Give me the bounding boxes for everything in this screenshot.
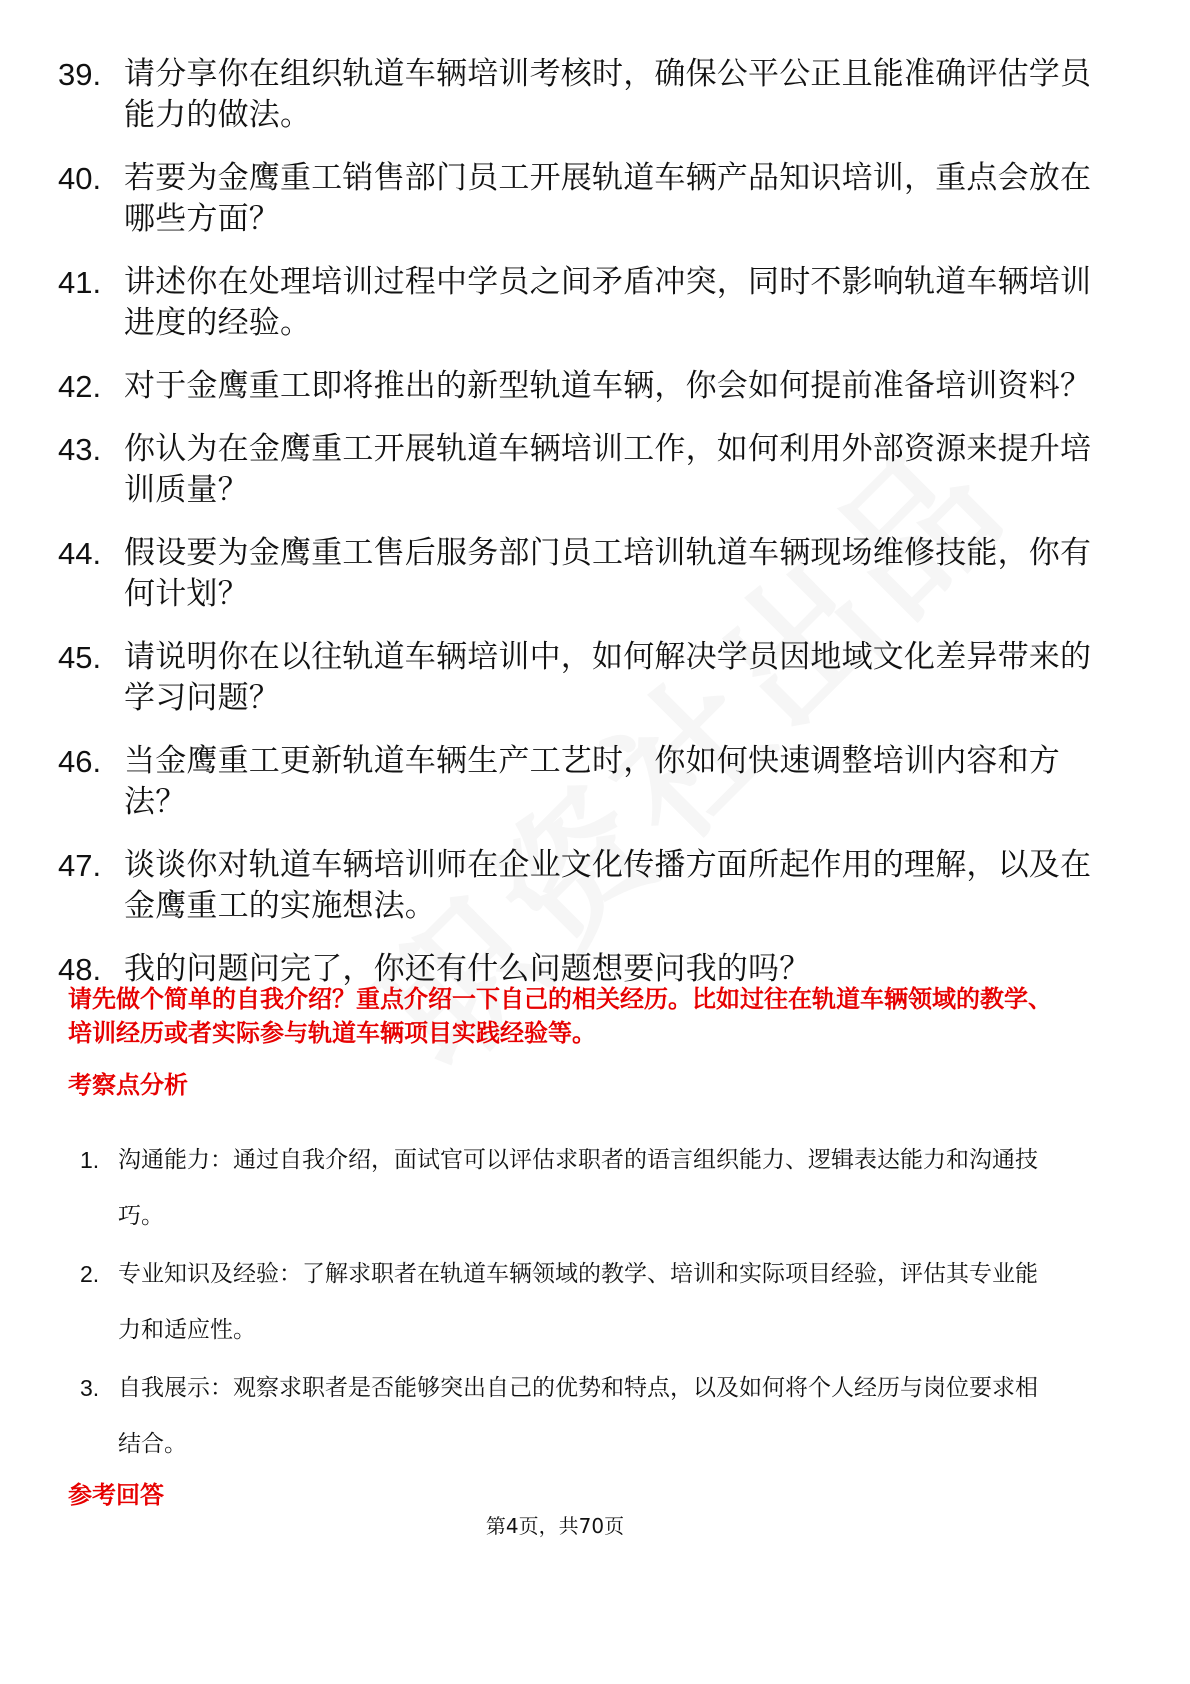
question-item	[58, 533, 1118, 615]
question-item	[58, 741, 1118, 823]
question-text: 我的问题问完了，你还有什么问题想要问我的吗？	[124, 951, 811, 987]
analysis-item	[80, 1246, 1060, 1358]
question-number: 43.	[58, 432, 102, 467]
analysis-text: 自我展示：观察求职者是否能够突出自己的优势和特点，以及如何将个人经历与岗位要求相结合。	[118, 1375, 1038, 1457]
question-number: 41.	[58, 265, 102, 300]
question-text: 请分享你在组织轨道车辆培训考核时，确保公平公正且能准确评估学员能力的做法。	[124, 56, 1092, 133]
question-number: 40.	[58, 161, 102, 196]
question-text: 对于金鹰重工即将推出的新型轨道车辆，你会如何提前准备培训资料？	[124, 368, 1092, 404]
analysis-heading: 考察点分析	[68, 1071, 188, 1099]
question-text: 你认为在金鹰重工开展轨道车辆培训工作，如何利用外部资源来提升培训质量？	[124, 431, 1092, 508]
analysis-list	[80, 1132, 1060, 1474]
analysis-number: 2.	[80, 1261, 100, 1287]
analysis-number: 3.	[80, 1375, 100, 1401]
question-number: 48.	[58, 952, 102, 987]
question-text: 讲述你在处理培训过程中学员之间矛盾冲突，同时不影响轨道车辆培训进度的经验。	[124, 264, 1092, 341]
question-text: 谈谈你对轨道车辆培训师在企业文化传播方面所起作用的理解，以及在金鹰重工的实施想法。	[124, 847, 1092, 924]
question-number: 44.	[58, 536, 102, 571]
question-text: 若要为金鹰重工销售部门员工开展轨道车辆产品知识培训，重点会放在哪些方面？	[124, 160, 1092, 237]
question-number: 46.	[58, 744, 102, 779]
question-item	[58, 366, 1118, 407]
highlight-question: 请先做个简单的自我介绍？重点介绍一下自己的相关经历。比如过往在轨道车辆领域的教学、培训经历或者实际参与轨道车辆项目实践经验等。	[68, 985, 1052, 1047]
question-item	[58, 845, 1118, 927]
question-item	[58, 54, 1118, 136]
question-number: 39.	[58, 57, 102, 92]
page-footer: 第4页，共70页	[485, 1514, 625, 1538]
question-item	[58, 158, 1118, 240]
question-text: 请说明你在以往轨道车辆培训中，如何解决学员因地域文化差异带来的学习问题？	[124, 639, 1092, 716]
analysis-text: 沟通能力：通过自我介绍，面试官可以评估求职者的语言组织能力、逻辑表达能力和沟通技巧。	[118, 1147, 1038, 1229]
question-item	[58, 637, 1118, 719]
analysis-item	[80, 1360, 1060, 1472]
analysis-text: 专业知识及经验：了解求职者在轨道车辆领域的教学、培训和实际项目经验，评估其专业能力和适应性。	[118, 1261, 1038, 1343]
question-text: 当金鹰重工更新轨道车辆生产工艺时，你如何快速调整培训内容和方法？	[124, 743, 1060, 820]
question-text: 假设要为金鹰重工售后服务部门员工培训轨道车辆现场维修技能，你有何计划？	[124, 535, 1092, 612]
analysis-number: 1.	[80, 1147, 100, 1173]
question-number: 47.	[58, 848, 102, 883]
question-item	[58, 429, 1118, 511]
answer-heading: 参考回答	[68, 1481, 164, 1509]
question-number: 45.	[58, 640, 102, 675]
question-number: 42.	[58, 369, 102, 404]
question-list	[58, 54, 1118, 1012]
analysis-item	[80, 1132, 1060, 1244]
question-item	[58, 262, 1118, 344]
